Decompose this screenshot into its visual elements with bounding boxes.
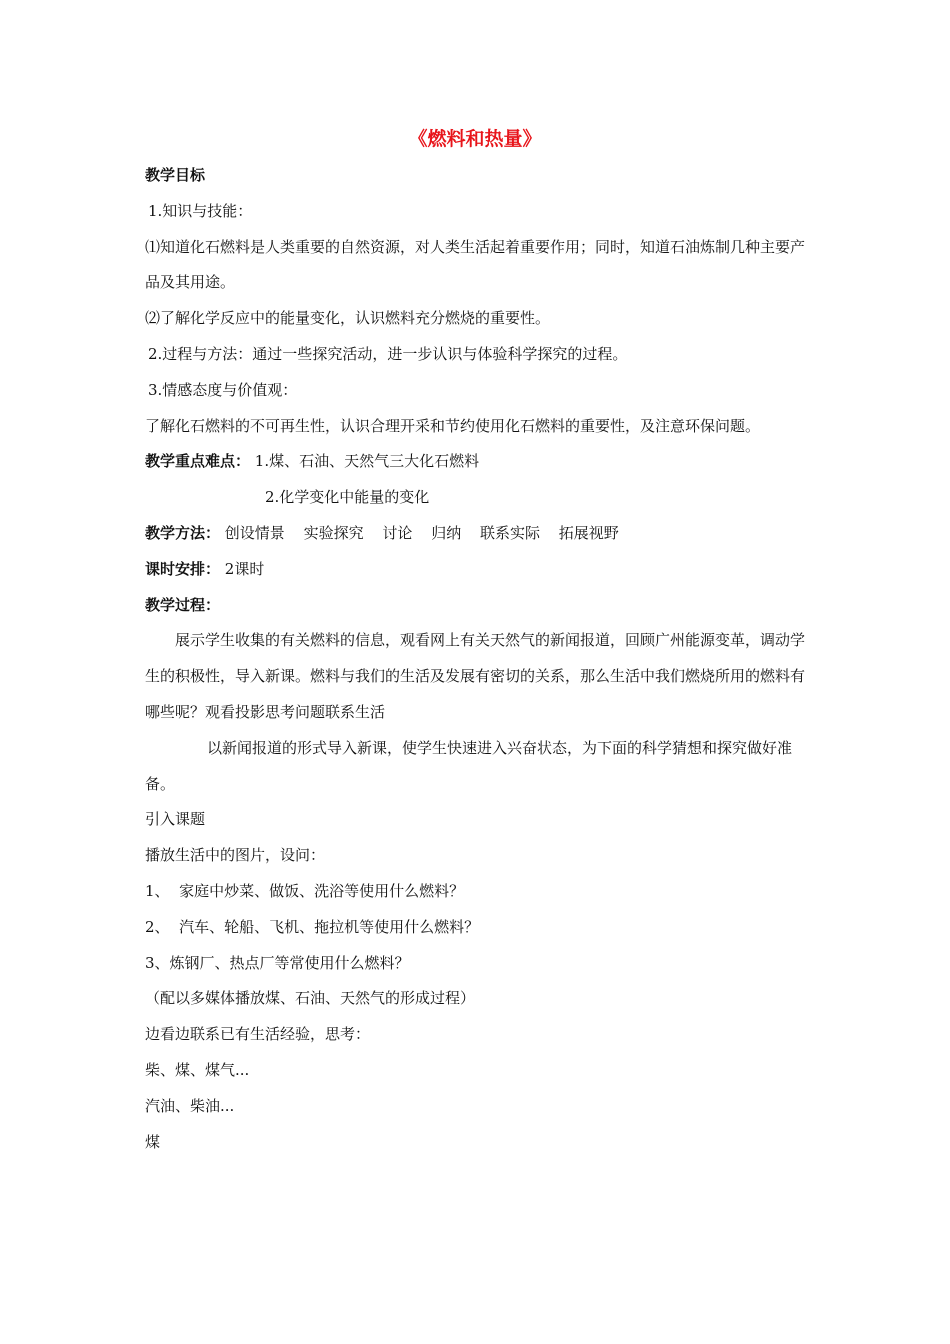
process-line: （配以多媒体播放煤、石油、天然气的形成过程） <box>145 989 476 1008</box>
process-label: 教学过程： <box>145 595 221 614</box>
schedule-label: 课时安排： <box>145 559 221 578</box>
schedule-value: 2课时 <box>224 559 265 578</box>
key-point-item: 1.煤、石油、天然气三大化石燃料 <box>254 452 480 471</box>
methods-label: 教学方法： <box>145 523 221 542</box>
method-item: 创设情景 <box>224 523 285 542</box>
goal-item: 了解化石燃料的不可再生性，认识合理开采和节约使用化石燃料的重要性，及注意环保问题。 <box>145 416 761 435</box>
answer-line: 汽油、柴油... <box>145 1096 235 1115</box>
answer-line: 煤 <box>145 1132 161 1151</box>
process-paragraph: 展示学生收集的有关燃料的信息，观看网上有关天然气的新闻报道，回顾广州能源变革，调动学生的积极性，导入新课。燃料与我们的生活及发展有密切的关系，那么生活中我们燃烧所用的燃料有哪些呢？观看投影思考问题联系生活 <box>145 631 806 721</box>
answer-line: 柴、煤、煤气... <box>145 1060 250 1079</box>
goal-item: 2.过程与方法：通过一些探究活动，进一步认识与体验科学探究的过程。 <box>148 344 628 363</box>
process-line: 引入课题 <box>145 810 206 829</box>
process-paragraph: 以新闻报道的形式导入新课，使学生快速进入兴奋状态，为下面的科学猜想和探究做好准备。 <box>145 738 793 793</box>
question-item: 3、炼钢厂、热点厂等常使用什么燃料？ <box>145 953 410 972</box>
goals-heading: 教学目标 <box>145 166 206 184</box>
method-item: 讨论 <box>382 523 413 542</box>
method-item: 实验探究 <box>303 523 364 542</box>
goal-item: ⑵了解化学反应中的能量变化，认识燃料充分燃烧的重要性。 <box>145 309 551 328</box>
goal-item: ⑴知道化石燃料是人类重要的自然资源，对人类生活起着重要作用；同时，知道石油炼制几种主要产品及其用途。 <box>145 237 806 292</box>
key-points-label: 教学重点难点： <box>145 452 251 471</box>
schedule-row <box>145 552 810 588</box>
question-item: 1、 家庭中炒菜、做饭、洗浴等使用什么燃料？ <box>145 881 465 900</box>
goal-item: 1.知识与技能： <box>148 201 253 220</box>
document-title: 《燃料和热量》 <box>408 128 542 150</box>
method-item: 归纳 <box>431 523 462 542</box>
method-item: 联系实际 <box>479 523 540 542</box>
key-points-row <box>145 444 810 480</box>
process-line: 播放生活中的图片，设问： <box>145 846 326 865</box>
methods-row <box>145 516 810 552</box>
document-body <box>145 158 810 1160</box>
method-item: 拓展视野 <box>558 523 619 542</box>
process-line: 边看边联系已有生活经验，思考： <box>145 1025 371 1044</box>
question-item: 2、 汽车、轮船、飞机、拖拉机等使用什么燃料？ <box>145 917 480 936</box>
key-point-item: 2.化学变化中能量的变化 <box>265 488 430 507</box>
goal-item: 3.情感态度与价值观： <box>148 380 298 399</box>
